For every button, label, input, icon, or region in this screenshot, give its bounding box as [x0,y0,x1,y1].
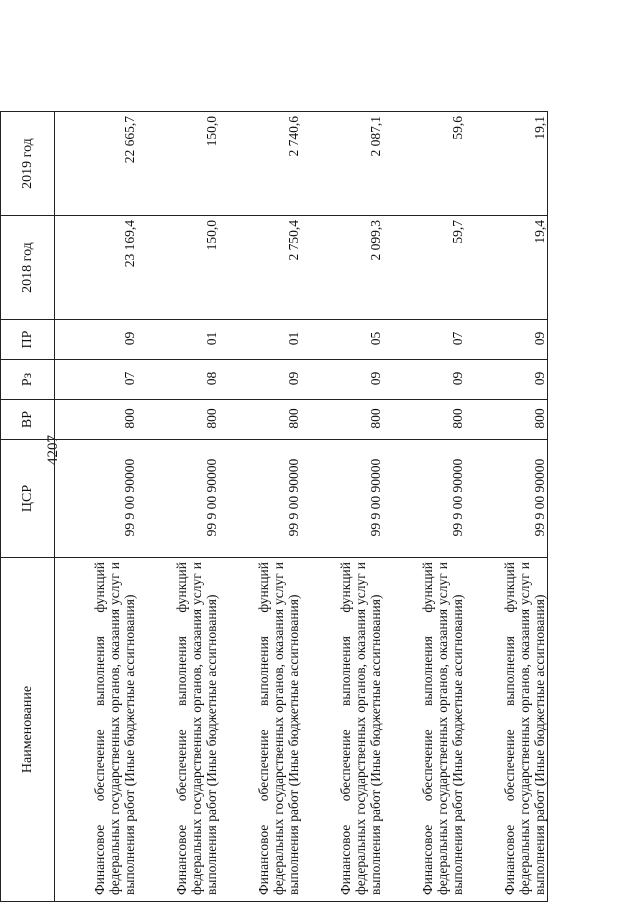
rz-cell: 09 [465,360,548,400]
vr-cell: 800 [301,400,383,440]
header-2019: 2019 год [1,112,55,216]
pr-cell: 05 [301,320,383,360]
amount-2019-cell: 150,0 [137,112,219,216]
rz-cell: 08 [137,360,219,400]
amount-2018-cell: 23 169,4 [55,216,138,320]
vr-cell: 800 [55,400,138,440]
csr-cell: 99 9 00 90000 [55,440,138,558]
name-cell: Финансовое обеспечение выполнения функций федеральных государственных органов, оказания услуг и выполнения работ (Иные бюджетные ассигнования) [383,558,465,902]
rz-cell: 09 [383,360,465,400]
header-pr: ПР [1,320,55,360]
table-row [383,112,465,902]
table-row [301,112,383,902]
table-body [55,112,548,902]
rz-cell: 09 [301,360,383,400]
amount-2019-cell: 22 665,7 [55,112,138,216]
header-2018: 2018 год [1,216,55,320]
amount-2019-cell: 2 087,1 [301,112,383,216]
amount-2019-cell: 19,1 [465,112,548,216]
table-header-row [1,112,55,902]
rz-cell: 09 [219,360,301,400]
name-cell: Финансовое обеспечение выполнения функций федеральных государственных органов, оказания услуг и выполнения работ (Иные бюджетные ассигнования) [301,558,383,902]
budget-table [0,111,548,902]
pr-cell: 01 [137,320,219,360]
table-row [219,112,301,902]
amount-2018-cell: 2 099,3 [301,216,383,320]
amount-2018-cell: 19,4 [465,216,548,320]
header-rz: Рз [1,360,55,400]
header-name: Наименование [1,558,55,902]
amount-2019-cell: 2 740,6 [219,112,301,216]
csr-cell: 99 9 00 90000 [383,440,465,558]
table-row [465,112,548,902]
amount-2018-cell: 59,7 [383,216,465,320]
csr-cell: 99 9 00 90000 [137,440,219,558]
name-cell: Финансовое обеспечение выполнения функций федеральных государственных органов, оказания услуг и выполнения работ (Иные бюджетные ассигнования) [55,558,138,902]
page-number: 4207 [45,435,61,465]
rz-cell: 07 [55,360,138,400]
vr-cell: 800 [219,400,301,440]
budget-table-container [0,112,547,902]
name-cell: Финансовое обеспечение выполнения функций федеральных государственных органов, оказания услуг и выполнения работ (Иные бюджетные ассигнования) [137,558,219,902]
pr-cell: 01 [219,320,301,360]
csr-cell: 99 9 00 90000 [465,440,548,558]
vr-cell: 800 [383,400,465,440]
name-cell: Финансовое обеспечение выполнения функций федеральных государственных органов, оказания услуг и выполнения работ (Иные бюджетные ассигнования) [465,558,548,902]
csr-cell: 99 9 00 90000 [301,440,383,558]
amount-2019-cell: 59,6 [383,112,465,216]
name-cell: Финансовое обеспечение выполнения функций федеральных государственных органов, оказания услуг и выполнения работ (Иные бюджетные ассигнования) [219,558,301,902]
vr-cell: 800 [137,400,219,440]
amount-2018-cell: 2 750,4 [219,216,301,320]
header-csr: ЦСР [1,440,55,558]
table-row [137,112,219,902]
amount-2018-cell: 150,0 [137,216,219,320]
csr-cell: 99 9 00 90000 [219,440,301,558]
pr-cell: 09 [465,320,548,360]
pr-cell: 07 [383,320,465,360]
table-row [55,112,138,902]
pr-cell: 09 [55,320,138,360]
header-vr: ВР [1,400,55,440]
vr-cell: 800 [465,400,548,440]
